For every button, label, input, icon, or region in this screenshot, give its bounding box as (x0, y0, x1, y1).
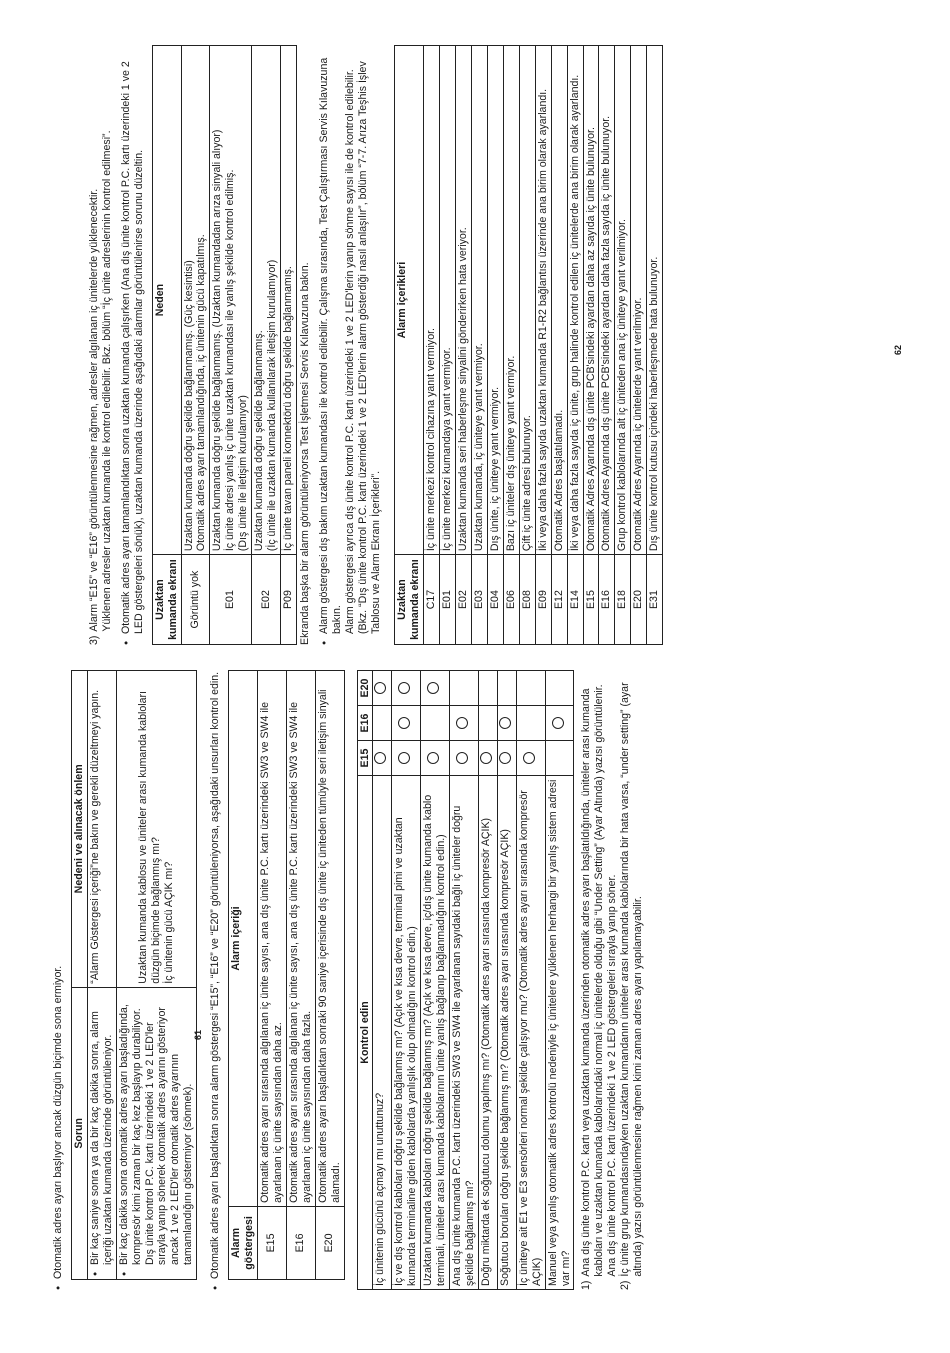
table-row (615, 46, 631, 645)
note-number: 2) (619, 1280, 632, 1290)
mark-cell (545, 741, 574, 776)
remote-display-header: Uzaktan kumanda ekranı (152, 555, 181, 645)
table-row (487, 46, 503, 645)
table-row (280, 46, 296, 645)
note-3 (88, 45, 114, 645)
table-row (567, 46, 583, 645)
check-item: İç üniteye ait E1 ve E3 sensörleri normal şekilde çalışıyor mu? (Otomatik adres ayarı sırasında kompresör AÇIK) (516, 776, 545, 1290)
note-number: 3) (88, 635, 100, 645)
alarm-content: İki veya daha fazla sayıda iç ünite, grup halinde kontrol edilen iç ünitelerde ana birim olarak ayarlandı. (567, 46, 583, 555)
check-item: Soğutucu boruları doğru şekilde bağlanmış mı? (Otomatik adres ayarı sırasında kompresör AÇIK) (497, 776, 516, 1290)
check-item: Doğru miktarda ek soğutucu dolumu yapılmış mı? (Otomatik adres ayarı sırasında kompresör AÇIK) (478, 776, 497, 1290)
page-61 (52, 670, 645, 1290)
alarm-content: Otomatik adres ayarı sırasında algılanan iç ünite sayısı, ana dış ünite P.C. kartı üzerindeki SW3 ve SW4 ile ayarlanan iç ünite sayısından daha az. (257, 671, 286, 1207)
circle-mark-icon (552, 717, 564, 729)
circle-mark-icon (456, 752, 468, 764)
note-text: İç ünite grup kumandasındayken uzaktan kumandanın üniteler arası kumanda kablolarında bir hata varsa, “under setting” (ayar altında) yazısı görüntülenmesine rağmen kimi zaman adres ayarı yapılamayabilir. (619, 682, 645, 1277)
alarm-code: E14 (567, 555, 583, 645)
alarm-content: Otomatik Adres başlatılamadı. (551, 46, 567, 555)
alarm-content: İki veya daha fazla sayıda uzaktan kumanda R1-R2 bağlantısı üzerinde ana birim olarak ayarlandı. (535, 46, 551, 555)
table-row (373, 671, 392, 1290)
mark-cell (450, 741, 479, 776)
alarm-code: E06 (503, 555, 519, 645)
mark-cell (516, 741, 545, 776)
table-row (583, 46, 599, 645)
alarm-code: E16 (286, 1206, 315, 1279)
alarm-display-line: ● Alarm göstergesi dış bakım uzaktan kumandası ile kontrol edilebilir. Çalışma sırasında, Test Çalıştırması Servis Kılavuzuna bakın. (317, 57, 343, 634)
table-row (456, 46, 472, 645)
reason-cell: İç ünite tavan paneli konnektörü doğru şekilde bağlanmamış. (280, 46, 296, 555)
circle-mark-icon (427, 682, 439, 694)
table-row (497, 671, 516, 1290)
after-setting-bullet: ● Otomatik adres ayarı tamamlandıktan sonra uzaktan kumanda çalışırken (Ana dış ünite kontrol P.C. kartı üzerindeki 1 ve 2 LED göstergeleri sönük), uzaktan kumanda üzerinde aşağıdaki alarmlar görüntülenirse sorunu düzeltin. (120, 45, 146, 645)
mark-cell (516, 671, 545, 706)
alarm-table (228, 670, 344, 1280)
mark-cell (392, 671, 421, 706)
mark-cell (450, 671, 479, 706)
mark-cell (545, 706, 574, 741)
alarm-code: E20 (315, 1206, 344, 1279)
e16-header: E16 (357, 706, 373, 741)
circle-mark-icon (456, 717, 468, 729)
table-row (181, 46, 210, 645)
alarm-content-header: Alarm içeriği (229, 671, 258, 1207)
circle-mark-icon (427, 752, 439, 764)
mark-cell (421, 671, 450, 706)
alarm-contents-table (394, 45, 663, 645)
check-item: Ana dış ünite kumanda P.C. kartı üzerindeki SW3 ve SW4 ile ayarlanan sayıdaki bağlı iç üniteler doğru şekilde bağlanmış mı? (450, 776, 479, 1290)
other-alarm-text: Ekranda başka bir alarm görüntüleniyorsa Test İşletmesi Servis Kılavuzuna bakın. (298, 262, 311, 645)
check-item: Manuel veya yanlış otomatik adres kontrolü nedeniyle iç ünitelere yüklenen herhangi bir yanlış sistem adresi var mı? (545, 776, 574, 1290)
mark-cell (497, 741, 516, 776)
remote-display-table (152, 45, 297, 645)
alarm-code: C17 (424, 555, 440, 645)
remote-display-header: Uzaktan kumanda ekranı (395, 555, 424, 645)
reason-cell: Uzaktan kumanda doğru şekilde bağlanmamış. (Uzaktan kumandadan arıza sinyali alıyor) İç ünite adresi yanlış iç ünite uzaktan kumandası ile yanlış şekilde kontrol edilmiş. (Dış ünite ile iletişim kurulamıyor) (210, 46, 252, 555)
note-number: 1) (580, 1280, 593, 1290)
table-row (599, 46, 615, 645)
mark-cell (373, 706, 392, 741)
circle-mark-icon (499, 752, 511, 764)
mark-cell (373, 741, 392, 776)
reason-cell: Uzaktan kumanda doğru şekilde bağlanmamış. (Güç kesintisi) Otomatik adres ayarı tamamlandığında, iç ünitenin gücü kapatılmış. (181, 46, 210, 555)
mark-cell (421, 706, 450, 741)
problem-header: Sorun (71, 987, 87, 1279)
alarm-content: Otomatik Adres Ayarında dış ünite PCB'sindeki ayardan daha az sayıda iç ünite bulunuyor. (583, 46, 599, 555)
check-header: Kontrol edin (357, 776, 373, 1290)
mark-cell (450, 706, 479, 741)
mark-cell (421, 741, 450, 776)
table-row (252, 46, 281, 645)
table-row (87, 671, 116, 1280)
table-row (450, 671, 479, 1290)
problem-cell: ● Bir kaç dakika sonra otomatik adres ayarı başladığında, kompresör kimi zaman bir kaç kez başlayıp durabiliyor. Dış ünite kontrol P.C. kartı üzerindeki 1 ve 2 LED'ler sırayla yanıp sönerek otomatik adres ayarını gösteriyor ancak 1 ve 2 LED'ler otomatik adres ayarının tamamlandığını göstermiyor (sönmek). (118, 991, 196, 1276)
note-1 (580, 670, 619, 1290)
table-row (116, 671, 197, 1280)
alarm-code: E02 (456, 555, 472, 645)
alarm-code: E31 (647, 555, 663, 645)
mark-cell (478, 706, 497, 741)
mark-cell (497, 671, 516, 706)
table-row (478, 671, 497, 1290)
table-row (516, 671, 545, 1290)
alarm-content: Bazı iç üniteler dış üniteye yanıt vermiyor. (503, 46, 519, 555)
alarm-content: Dış ünite, iç üniteye yanıt vermiyor. (487, 46, 503, 555)
table-row (440, 46, 456, 645)
alarm-content: Çift iç ünite adresi bulunuyor. (519, 46, 535, 555)
circle-mark-icon (398, 717, 410, 729)
table-row (519, 46, 535, 645)
display-code: E02 (252, 555, 281, 645)
alarm-code: E01 (440, 555, 456, 645)
problem-cell: ● Bir kaç saniye sonra ya da bir kaç dakika sonra, alarm içeriği uzaktan kumanda üzerinde görüntüleniyor. (89, 991, 115, 1276)
mark-cell (497, 706, 516, 741)
table-row (424, 46, 440, 645)
e20-header: E20 (357, 671, 373, 706)
table-row (503, 46, 519, 645)
alarm-content: Grup kontrol kablolarında alt iç üniteden ana iç üniteye yanıt verilmiyor. (615, 46, 631, 555)
circle-mark-icon (374, 682, 386, 694)
table-row (647, 46, 663, 645)
circle-mark-icon (523, 752, 535, 764)
alarm-content: İç ünite merkezi kontrol cihazına yanıt vermiyor. (424, 46, 440, 555)
table-row (210, 46, 252, 645)
page-number-61: 61 (193, 1029, 204, 1041)
mark-cell (373, 671, 392, 706)
cause-cell: Uzaktan kumanda kablosu ve üniteler arası kumanda kabloları düzgün biçimde bağlanmış mı? İç ünitenin gücü AÇIK mı? (116, 671, 197, 988)
alarm-code: E03 (472, 555, 488, 645)
alarm-code: E15 (257, 1206, 286, 1279)
table-row (551, 46, 567, 645)
alarm-content: İç ünite merkezi kumandaya yanıt vermiyor. (440, 46, 456, 555)
mark-cell (392, 706, 421, 741)
reason-header: Neden (152, 46, 181, 555)
reason-cell: Uzaktan kumanda doğru şekilde bağlanmamış. (İç ünite ile uzaktan kumanda kullanılarak iletişim kurulamıyor) (252, 46, 281, 555)
check-item: Uzaktan kumanda kabloları doğru şekilde bağlanmış mı? (Açık ve kısa devre, iç/dış ünite kumanda kablo terminali, üniteler arası kumanda kablolarının ünite yanlış bağlanıp bağlanmadığını kontrol edin.) (421, 776, 450, 1290)
alarm-content: Otomatik adres ayarı sırasında algılanan iç ünite sayısı, ana dış ünite P.C. kartı üzerindeki SW3 ve SW4 ile ayarlanan iç ünite sayısından daha fazla. (286, 671, 315, 1207)
alarm-code: E09 (535, 555, 551, 645)
e15-header: E15 (357, 741, 373, 776)
page-62 (88, 45, 878, 645)
circle-mark-icon (398, 682, 410, 694)
check-table (357, 670, 575, 1290)
problem-table (71, 670, 197, 1280)
table-row (257, 671, 286, 1280)
check-item: İç ünitenin gücünü açmayı mı unuttunuz? (373, 776, 392, 1290)
cause-cell: “Alarm Göstergesi içeriği”ne bakın ve gerekli düzeltmeyi yapın. (87, 671, 116, 988)
display-code: Görüntü yok (181, 555, 210, 645)
mark-cell (478, 671, 497, 706)
circle-mark-icon (374, 752, 386, 764)
table-row (421, 671, 450, 1290)
alarm-content: Otomatik Adres Ayarında dış ünite PCB'sindeki ayardan daha fazla sayıda iç ünite bulunuyor. (599, 46, 615, 555)
mark-cell (392, 741, 421, 776)
note-text: Ana dış ünite kontrol P.C. kartı veya uzaktan kumanda üzerinden otomatik adres ayarı başlatıldığında, üniteler arası kumanda kabloları ve uzaktan kumanda kablolarındaki normal iç ünitelerde olduğu gibi “Under Setting” (Ayar Altında) yazısı görüntülenir. Ana dış ünite kontrol P.C. kartı üzerindeki 1 ve 2 LED göstergeleri sırayla yanıp söner. (580, 684, 619, 1277)
table-row (545, 671, 574, 1290)
mark-cell (478, 741, 497, 776)
alarm-code: E20 (631, 555, 647, 645)
table-row (392, 671, 421, 1290)
note-2 (619, 670, 645, 1290)
circle-mark-icon (398, 752, 410, 764)
display-code: P09 (280, 555, 296, 645)
alarm-content: Uzaktan kumanda, iç üniteye yanıt vermiyor. (472, 46, 488, 555)
page-number-62: 62 (893, 344, 904, 356)
check-item: İç ve dış kontrol kabloları doğru şekilde bağlanmış mı? (Açık ve kısa devre, terminal pimi ve uzaktan kumanda terminaline giden kablolarda yanlışlık olup olmadığını kontrol edin.) (392, 776, 421, 1290)
alarm-code: E08 (519, 555, 535, 645)
alarm-content: Uzaktan kumanda seri haberleşme sinyalini gönderirken hata veriyor. (456, 46, 472, 555)
alarm-code-header: Alarm göstergesi (229, 1206, 258, 1279)
alarm-content: Otomatik adres ayarı başladıktan sonraki 90 saniye içerisinde dış ünite iç üniteden tümüyle seri iletişim sinyali alamadı. (315, 671, 344, 1207)
table-row (631, 46, 647, 645)
cause-header: Nedeni ve alınacak önlem (71, 671, 87, 988)
alarm-code: E12 (551, 555, 567, 645)
note-3-line: Alarm “E15” ve “E16” görüntülenmesine rağmen, adresler algılanan iç ünitelerde yüklenecektir. (88, 188, 100, 632)
alarm-content: Dış ünite kontrol kutusu içindeki haberleşmede hata bulunuyor. (647, 46, 663, 555)
alarm-code: E18 (615, 555, 631, 645)
intro-bullet: ● Otomatik adres ayarı başlıyor ancak düzgün biçimde sona ermiyor. (52, 670, 65, 1290)
table-row (535, 46, 551, 645)
mark-cell (516, 706, 545, 741)
mark-cell (545, 671, 574, 706)
alarm-display-line: Alarm göstergesi ayrıca dış ünite kontrol P.C. kartı üzerindeki 1 ve 2 LED'lerin yanıp sönme sayısı ile de kontrol edilebilir. (343, 69, 356, 634)
table-row (286, 671, 315, 1280)
table-row (315, 671, 344, 1280)
alarm-code: E04 (487, 555, 503, 645)
display-code: E01 (210, 555, 252, 645)
alarm-contents-header: Alarm içerikleri (395, 46, 424, 555)
alarm-display-bullet (318, 45, 383, 645)
alarm-content: Otomatik Adres Ayarında iç ünitelerde yanıt verilmiyor. (631, 46, 647, 555)
alarm-code: E15 (583, 555, 599, 645)
alarm-display-line: (Bkz. “Dış ünite kontrol P.C. kartı üzerindeki 1 ve 2 LED'lerin alarm gösterdiği nasıl anlaşılır”, bölüm “7-7. Arıza Teşhis İşlev Tablosu ve Alarm Ekranı İçerikleri”. (356, 61, 382, 634)
alarm-code: E16 (599, 555, 615, 645)
circle-mark-icon (480, 752, 492, 764)
alarm-check-bullet: ● Otomatik adres ayarı başladıktan sonra alarm göstergesi “E15”, “E16” ve “E20” görüntüleniyorsa, aşağıdaki unsurları kontrol edin. (209, 670, 222, 1290)
circle-mark-icon (499, 717, 511, 729)
note-3-line: Yüklenen adresler uzaktan kumanda ile kontrol edilebilir. Bkz. bölüm “İç ünite adreslerinin kontrol edilmesi”. (100, 130, 113, 632)
table-row (472, 46, 488, 645)
